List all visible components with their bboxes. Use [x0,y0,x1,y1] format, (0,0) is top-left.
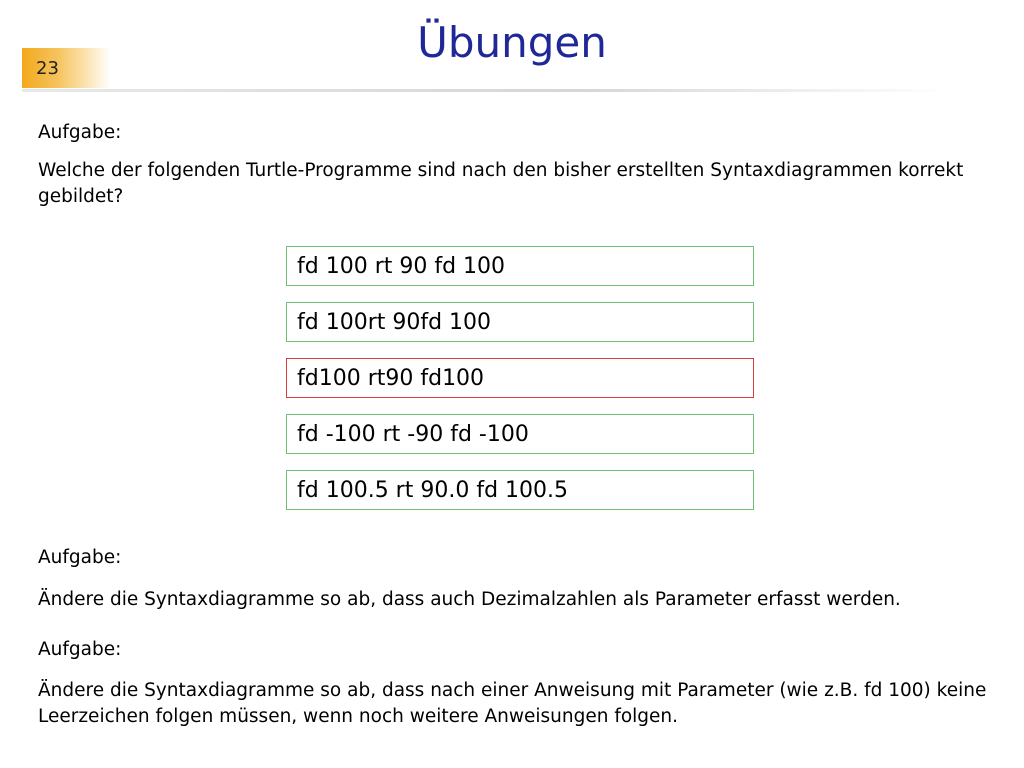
task1-text: Welche der folgenden Turtle-Programme sind nach den bisher erstellten Syntaxdiagrammen korrekt gebildet? [38,160,964,207]
page-title: Übungen [417,18,607,67]
program-box: fd 100 rt 90 fd 100 [286,246,754,286]
task3-text: Ändere die Syntaxdiagramme so ab, dass nach einer Anweisung mit Parameter (wie z.B. fd 100) keine Leerzeichen folgen müssen, wenn noch weitere Anweisungen folgen. [38,680,987,727]
program-box-highlighted: fd100 rt90 fd100 [286,358,754,398]
task2-label: Aufgabe: [38,547,122,568]
title-divider [22,89,952,92]
program-box: fd -100 rt -90 fd -100 [286,414,754,454]
task2-text: Ändere die Syntaxdiagramme so ab, dass auch Dezimalzahlen als Parameter erfasst werden. [38,589,901,610]
task1-label: Aufgabe: [38,122,122,143]
program-box: fd 100.5 rt 90.0 fd 100.5 [286,470,754,510]
task3-label: Aufgabe: [38,639,122,660]
program-list [286,246,754,526]
program-box: fd 100rt 90fd 100 [286,302,754,342]
page-number: 23 [36,58,59,79]
